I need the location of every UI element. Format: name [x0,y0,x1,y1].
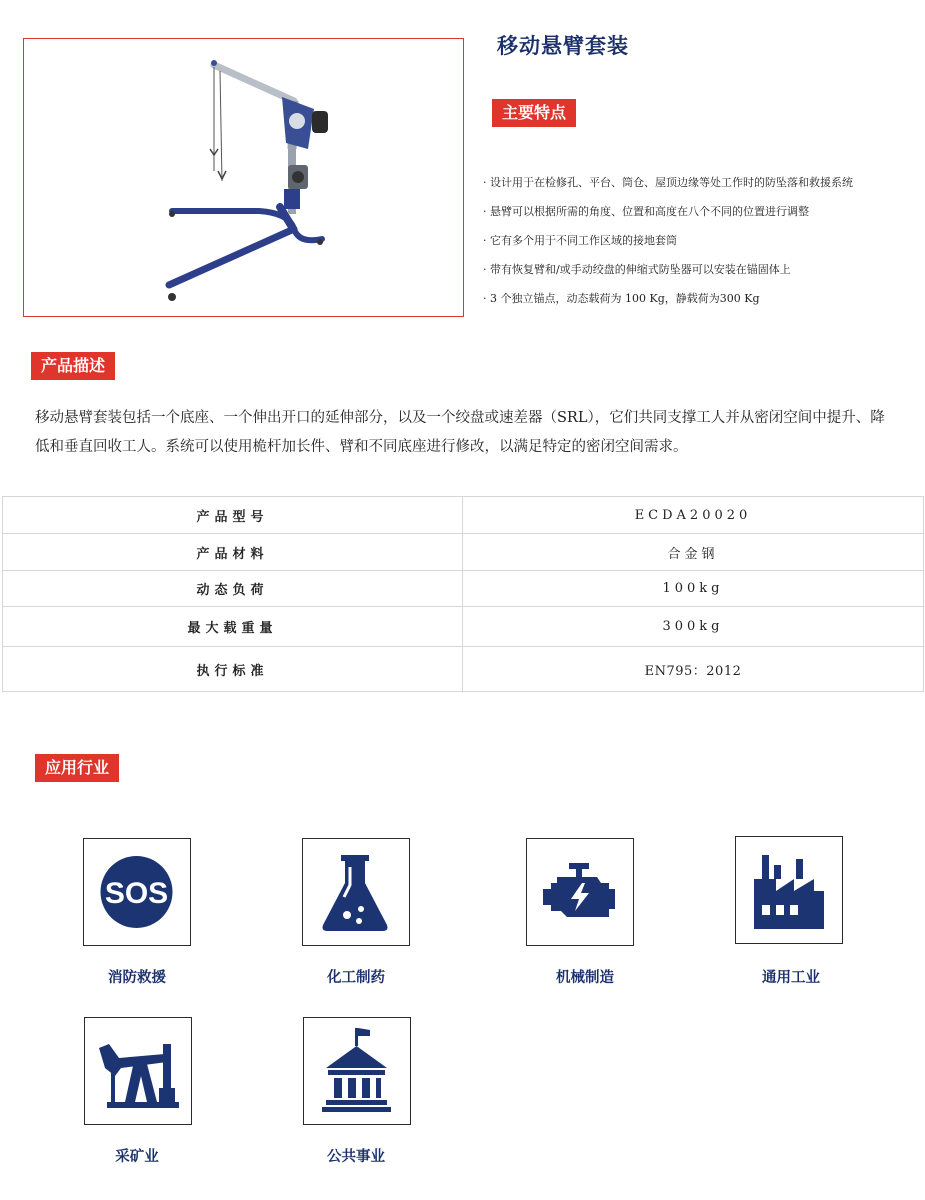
industry-card-chemical [302,838,410,946]
davit-crane-photo [24,39,462,315]
feature-item: · 它有多个用于不同工作区域的接地套筒 [483,234,677,247]
table-row [3,497,924,534]
spec-value: 300kg [463,607,924,647]
table-row [3,607,924,647]
pumpjack-icon [85,1018,190,1123]
product-image [23,38,464,317]
industry-label: 通用工业 [762,970,820,986]
feature-item: · 3 个独立锚点，动态载荷为 100 Kg，静载荷为300 Kg [483,292,760,305]
spec-label: 执行标准 [3,647,463,692]
product-title: 移动悬臂套装 [497,34,629,58]
engine-icon [527,839,632,944]
feature-item: · 带有恢复臂和/或手动绞盘的伸缩式防坠器可以安装在锚固体上 [483,263,791,276]
spec-value: 合金钢 [463,534,924,571]
industry-card-machinery [526,838,634,946]
industry-card-mining [84,1017,192,1125]
industry-label: 公共事业 [327,1149,385,1165]
feature-item: · 设计用于在检修孔、平台、筒仓、屋顶边缘等处工作时的防坠落和救援系统 [483,176,853,189]
sos-icon [84,839,189,944]
spec-label: 产品材料 [3,534,463,571]
description-heading: 产品描述 [31,352,115,380]
industry-label: 采矿业 [115,1149,159,1165]
industries-heading: 应用行业 [35,754,119,782]
flask-icon [303,839,408,944]
spec-label: 动态负荷 [3,571,463,607]
table-row [3,571,924,607]
spec-value: EN795：2012 [463,647,924,692]
industry-card-general-industry [735,836,843,944]
description-text: 移动悬臂套装包括一个底座、一个伸出开口的延伸部分，以及一个绞盘或速差器（SRL），它们共同支撑工人并从密闭空间中提升、降低和垂直回收工人。系统可以使用桅杆加长件、臂和不同底座进行修改，以满足特定的密闭空间需求。 [35,410,885,455]
feature-item: · 悬臂可以根据所需的角度、位置和高度在八个不同的位置进行调整 [483,205,809,218]
spec-label: 产品型号 [3,497,463,534]
spec-table [2,496,924,692]
table-row [3,647,924,692]
industry-card-public-utilities [303,1017,411,1125]
spec-value: ECDA20020 [463,497,924,534]
spec-label: 最大载重量 [3,607,463,647]
table-row [3,534,924,571]
spec-value: 100kg [463,571,924,607]
features-heading: 主要特点 [492,99,576,127]
sos-icon-text: SOS [104,877,169,910]
factory-icon [736,837,841,942]
industry-label: 消防救援 [108,970,166,986]
industry-label: 化工制药 [327,970,385,986]
industry-label: 机械制造 [556,970,614,986]
features-list [483,174,923,319]
public-building-icon [304,1018,409,1123]
industry-card-fire-rescue [83,838,191,946]
